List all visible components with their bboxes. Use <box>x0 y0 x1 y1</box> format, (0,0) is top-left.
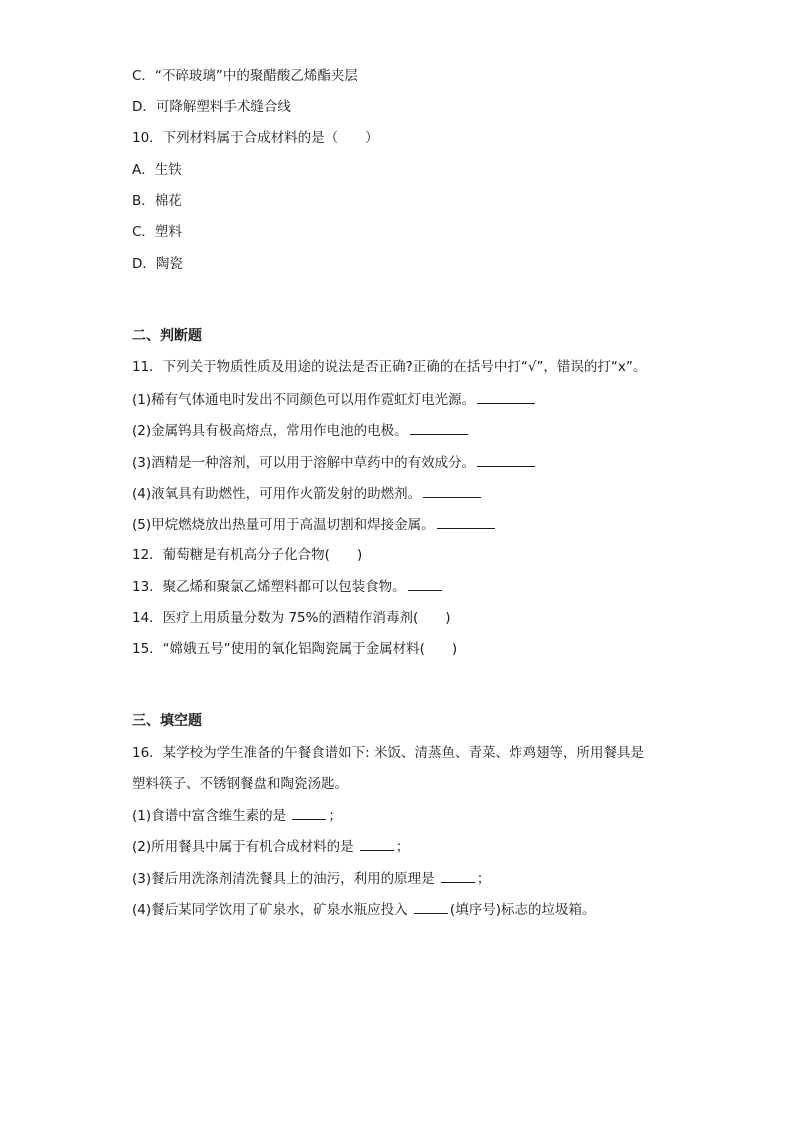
q10-option-c: C．塑料 <box>132 224 182 240</box>
q16-item-4-text: (4)餐后某同学饮用了矿泉水，矿泉水瓶应投入 <box>132 902 412 918</box>
q16-item-3-tail: ； <box>476 871 491 887</box>
section3-title: 三、填空题 <box>132 713 202 729</box>
q16-item-2-text: (2)所用餐具中属于有机合成材料的是 <box>132 839 358 855</box>
q16-item-3 <box>132 868 490 889</box>
q16-item-3-blank[interactable] <box>441 868 475 883</box>
q14: 14．医疗上用质量分数为 75%的酒精作消毒剂( ) <box>132 610 451 626</box>
section2-title: 二、判断题 <box>132 328 202 344</box>
q16-item-2-tail: ； <box>395 839 410 855</box>
q11-item-2 <box>132 420 470 441</box>
q10-option-d: D．陶瓷 <box>132 256 183 272</box>
q11-item-2-text: (2)金属钨具有极高熔点，常用作电池的电极。 <box>132 423 408 439</box>
q12: 12．葡萄糖是有机高分子化合物( ) <box>132 547 363 563</box>
q16-item-4-tail: (填序号)标志的垃圾箱。 <box>449 902 596 918</box>
q16-stem-line2: 塑料筷子、不锈钢餐盘和陶瓷汤匙。 <box>132 776 348 792</box>
q11-item-1-text: (1)稀有气体通电时发出不同颜色可以用作霓虹灯电光源。 <box>132 392 476 408</box>
q10-option-b: B．棉花 <box>132 193 182 209</box>
q11-item-2-blank[interactable] <box>410 420 468 435</box>
q16-item-1-tail: ； <box>328 808 342 824</box>
q13-blank[interactable] <box>408 576 442 591</box>
q11-item-3-blank[interactable] <box>477 452 535 467</box>
q16-stem-line1: 16．某学校为学生准备的午餐食谱如下: 米饭、清蒸鱼、青菜、炸鸡翅等，所用餐具是 <box>132 745 645 761</box>
q9-option-d: D．可降解塑料手术缝合线 <box>132 99 291 115</box>
q13 <box>132 576 444 597</box>
q11-item-5-text: (5)甲烷燃烧放出热量可用于高温切割和焊接金属。 <box>132 517 435 533</box>
q15: 15．“嫦娥五号”使用的氧化铝陶瓷属于金属材料( ) <box>132 641 458 657</box>
q11-item-3 <box>132 452 537 473</box>
q11-item-5-blank[interactable] <box>437 514 495 529</box>
q10-stem: 10．下列材料属于合成材料的是（ ） <box>132 130 379 146</box>
q11-item-1-blank[interactable] <box>477 389 535 404</box>
q11-stem: 11．下列关于物质性质及用途的说法是否正确?正确的在括号中打“√”，错误的打“x”。 <box>132 359 647 375</box>
q11-item-4 <box>132 483 483 504</box>
q11-item-4-text: (4)液氧具有助燃性，可用作火箭发射的助燃剂。 <box>132 486 422 502</box>
q13-text: 13．聚乙烯和聚氯乙烯塑料都可以包装食物。 <box>132 579 406 595</box>
q16-item-1-text: (1)食谱中富含维生素的是 <box>132 808 291 824</box>
q16-item-1 <box>132 805 342 826</box>
q11-item-3-text: (3)酒精是一种溶剂，可以用于溶解中草药中的有效成分。 <box>132 455 476 471</box>
q16-item-3-text: (3)餐后用洗涤剂清洗餐具上的油污，利用的原理是 <box>132 871 439 887</box>
q16-item-1-blank[interactable] <box>292 805 326 820</box>
q9-option-c: C．“不碎玻璃”中的聚醋酸乙烯酯夹层 <box>132 68 358 84</box>
q11-item-1 <box>132 389 537 410</box>
q16-item-2-blank[interactable] <box>360 836 394 851</box>
q16-item-4-blank[interactable] <box>414 899 448 914</box>
q11-item-5 <box>132 514 497 535</box>
q16-item-2 <box>132 836 409 857</box>
q11-item-4-blank[interactable] <box>423 483 481 498</box>
q10-option-a: A．生铁 <box>132 162 182 178</box>
q16-item-4 <box>132 899 595 920</box>
